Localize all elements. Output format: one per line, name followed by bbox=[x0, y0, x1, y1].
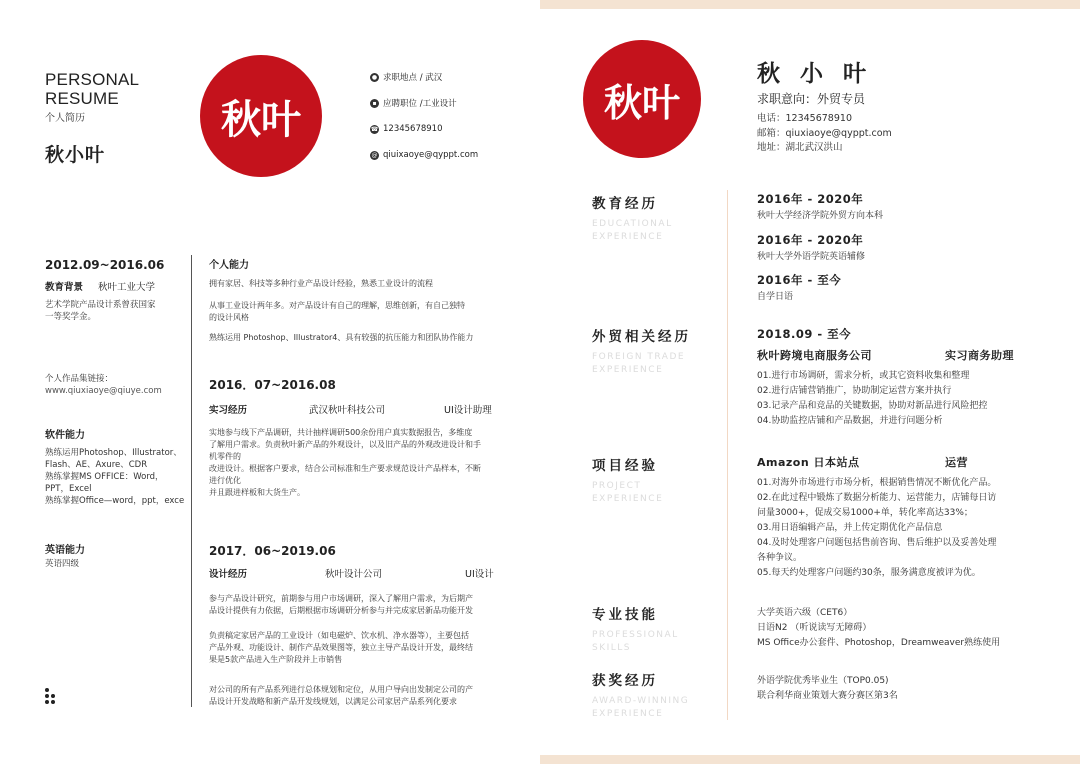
edu-label: 教育背景 bbox=[45, 282, 84, 293]
trade-desc: 01.进行市场调研，需求分析，或其它资料收集和整理 02.进行店铺营销推广，协助制定运营方案并执行 03.记录产品和竞品的关键数据，协助对新品进行风险把控 04.协助监控店铺和产品数据，并进行问题分析 bbox=[757, 371, 988, 426]
software-title: 软件能力 bbox=[45, 430, 85, 441]
portfolio-link[interactable]: www.qiuxiaoye@qiuye.com bbox=[45, 386, 162, 396]
job2-desc-2: 负责稿定家居产品的工业设计（如电磁炉、饮水机、净水器等），主要包括 产品外观、功能设计、制作产品效果图等，独立主导产品设计开发，最终结 果是5款产品进入生产阶段并上市销售 bbox=[209, 631, 473, 664]
job2-role: 设计经历 bbox=[209, 569, 248, 580]
software-list: 熟练运用Photoshop、Illustrator、 Flash、AE、Axure、CDR 熟练掌握MS OFFICE：Word， PPT，Excel 熟练掌握Office—word，ppt，exce bbox=[45, 448, 185, 506]
trade-position: 实习商务助理 bbox=[945, 349, 1014, 362]
right-contact-info bbox=[757, 112, 892, 156]
job2-date: 2017．06~2019.06 bbox=[209, 544, 336, 558]
ability-title: 个人能力 bbox=[209, 260, 249, 271]
education-en-1: EDUCATIONAL bbox=[592, 219, 673, 229]
right-address: 地址：湖北武汉洪山 bbox=[757, 142, 843, 153]
logo-text: 秋叶 bbox=[221, 96, 301, 143]
edu-date: 2012.09~2016.06 bbox=[45, 258, 165, 272]
project-en-2: EXPERIENCE bbox=[592, 493, 664, 504]
trade-en-1: FOREIGN TRADE bbox=[592, 352, 686, 362]
contact-location: ● 求职地点 / 武汉 bbox=[371, 73, 443, 83]
skills-title: 专业技能 bbox=[592, 607, 658, 623]
contact-position: ▪ 应聘职位 /工业设计 bbox=[370, 97, 478, 109]
portfolio-label: 个人作品集链接： bbox=[45, 374, 114, 384]
trade-date: 2018.09 - 至今 bbox=[757, 327, 852, 341]
project-title: 项目经验 bbox=[592, 458, 658, 474]
section-awards bbox=[592, 669, 689, 720]
left-divider bbox=[191, 255, 192, 707]
trade-company: 秋叶跨境电商服务公司 bbox=[757, 349, 872, 362]
edu-row bbox=[45, 279, 155, 293]
job2-header bbox=[209, 566, 499, 580]
portfolio bbox=[45, 373, 162, 397]
ability-line-1: 拥有家居、科技等多种行业产品设计经验，熟悉工业设计的流程 bbox=[209, 279, 433, 288]
section-education bbox=[592, 192, 673, 243]
title-cn: 个人简历 bbox=[45, 113, 85, 124]
awards-en-1: AWARD-WINNING bbox=[592, 696, 690, 706]
edu-desc: 艺术学院产品设计系曾获国家 一等奖学金。 bbox=[45, 300, 156, 322]
edu-school: 秋叶工业大学 bbox=[98, 282, 156, 293]
job1-company: 武汉秋叶科技公司 bbox=[309, 405, 386, 416]
awards-list: 外语学院优秀毕业生（TOP0.05) 联合利华商业策划大赛分赛区第3名 bbox=[757, 676, 898, 701]
section-skills bbox=[592, 603, 679, 654]
job2-company: 秋叶设计公司 bbox=[325, 569, 383, 580]
right-logo-text: 秋叶 bbox=[603, 80, 680, 125]
dots-decoration bbox=[45, 688, 59, 706]
left-name: 秋小叶 bbox=[45, 144, 106, 166]
job2-desc-3: 对公司的所有产品系列进行总体规划和定位，从用户导向出发制定公司的产 品设计开发战略和新产品开发线规划，以满足公司家居产品系列化要求 bbox=[209, 685, 473, 706]
skills-list: 大学英语六级（CET6） 日语N2 （听说读写无障碍） MS Office办公套件、Photoshop，Dreamweaver熟练使用 bbox=[757, 608, 1001, 648]
bottom-accent-bar bbox=[540, 755, 1080, 764]
title-en-personal: PERSONAL bbox=[45, 70, 140, 89]
email-icon: @ bbox=[371, 151, 378, 159]
skills-en-1: PROFESSIONAL bbox=[592, 630, 679, 640]
job1-desc: 实地参与线下产品调研，共计抽样调研500余份用户真实数据报告，多维度 了解用户需求。负责秋叶新产品的外观设计，以及旧产品的外观改进设计和手 机零件的 改进设计。根据客户要求，结合公司标准和生产要求规范设计产品样本，不断 进行优化 并且跟进样板和大货生产。 bbox=[209, 428, 481, 497]
job1-date: 2016．07~2016.08 bbox=[209, 378, 336, 392]
right-name: 秋 小 叶 bbox=[757, 61, 873, 87]
project-desc: 01.对海外市场进行市场分析，根据销售情况不断优化产品。 02.在此过程中锻炼了数据分析能力、运营能力，店铺每日访 问量3000+，促成交易1000+单，转化率高达33%； 03.用日语编辑产品，并上传定期优化产品信息 04.及时处理客户问题包括售前咨询、售后维护以及妥善处理 各种争议。 05.每天约处理客户问题约30条，服务满意度被评为优。 bbox=[757, 478, 997, 578]
location-icon: ● bbox=[371, 73, 378, 81]
contact-list bbox=[370, 71, 478, 161]
contact-email: @ qiuixaoye@qyppt.com bbox=[371, 150, 479, 160]
project-position: 运营 bbox=[945, 456, 968, 469]
awards-en-2: EXPERIENCE bbox=[592, 708, 664, 719]
job1-position: UI设计助理 bbox=[444, 405, 492, 416]
top-accent-bar bbox=[540, 0, 1080, 9]
briefcase-icon: ▪ bbox=[370, 99, 379, 108]
job2-position: UI设计 bbox=[465, 569, 494, 580]
job2-desc-1: 参与产品设计研究，前期参与用户市场调研，深入了解用户需求，为后期产 品设计提供有力依据，后期根据市场调研分析参与并完成家居新品功能开发 bbox=[209, 594, 473, 615]
awards-title: 获奖经历 bbox=[592, 673, 658, 689]
trade-en-2: EXPERIENCE bbox=[592, 364, 664, 375]
right-divider bbox=[727, 190, 728, 720]
logo-circle bbox=[200, 55, 322, 177]
project-en-1: PROJECT bbox=[592, 481, 642, 491]
education-en-2: EXPERIENCE bbox=[592, 231, 664, 242]
skills-en-2: SKILLS bbox=[592, 642, 632, 653]
project-company: Amazon 日本站点 bbox=[757, 456, 860, 469]
right-logo-circle bbox=[583, 40, 701, 158]
title-en-resume: RESUME bbox=[45, 89, 119, 108]
education-title: 教育经历 bbox=[592, 196, 658, 212]
right-email: 邮箱：qiuxiaoye@qyppt.com bbox=[757, 127, 892, 139]
job-intent: 求职意向：外贸专员 bbox=[757, 92, 866, 106]
ability-line-3: 熟练运用 Photoshop、Illustrator4、具有较强的抗压能力和团队协作能力 bbox=[209, 333, 474, 342]
section-trade bbox=[592, 325, 691, 376]
job1-role: 实习经历 bbox=[209, 405, 248, 416]
right-phone: 电话：12345678910 bbox=[757, 113, 852, 124]
ability-line-2: 从事工业设计两年多。对产品设计有自己的理解，思维创新，有自己独特 的设计风格 bbox=[209, 301, 465, 322]
phone-icon: ☎ bbox=[370, 125, 379, 133]
job1-header bbox=[209, 402, 499, 416]
trade-title: 外贸相关经历 bbox=[592, 329, 691, 345]
contact-phone: ☎ 12345678910 bbox=[370, 124, 443, 134]
english-title: 英语能力 bbox=[45, 545, 85, 556]
english-level: 英语四级 bbox=[45, 559, 80, 569]
section-project bbox=[592, 454, 663, 505]
education-items: 2016年 - 2020年 秋叶大学经济学院外贸方向本科 2016年 - 2020年 秋叶大学外语学院英语辅修 2016年 - 至今 自学日语 bbox=[757, 192, 884, 302]
